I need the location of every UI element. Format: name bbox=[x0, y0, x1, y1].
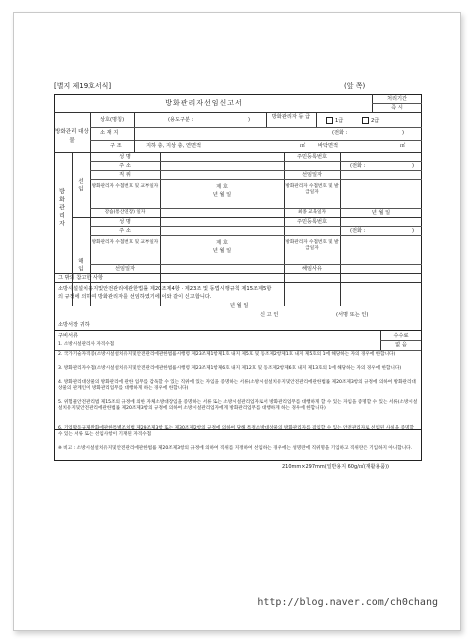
dismissal-reason-label: 해임사유 bbox=[301, 266, 323, 272]
appointee-position-label: 직 위 bbox=[119, 172, 131, 178]
subject-section-label: 방화관리 대상물 bbox=[55, 129, 89, 144]
appointee-issue-date: 년 월 일 bbox=[212, 192, 232, 198]
previous-address-label: 주 소 bbox=[119, 228, 131, 234]
subject-site-area-unit: ㎡ bbox=[400, 143, 406, 149]
declaration-line-2: 의 규정에 의하여 방화관리자를 선임하였기에 이와 같이 신고합니다. bbox=[58, 294, 212, 300]
previous-appointment-date-label: 선임일자 bbox=[114, 266, 136, 272]
appointee-phone-close: ) bbox=[412, 163, 415, 169]
grade-2-checkbox[interactable]: 2급 bbox=[362, 117, 379, 125]
appointee-address-label: 주 소 bbox=[119, 163, 131, 169]
attachment-item: 2. 국가기술자격증(소방시설설치유지및안전관리에관한법률시행령 제23조제1항제1호 내지 제5호 및 동조제2항제1호 내지 제5호의 1에 해당하는 자의 경우에 한합니다) bbox=[58, 352, 396, 357]
attachment-note: ※ 비고 : 소방시설설치유지및안전관리에관한법률 제20조제3항의 규정에 의하여 직위를 지정하여 선임하는 경우에는 성명란에 직위명을 기입하고 직위란은 기입하지 아니합니다. bbox=[58, 446, 413, 451]
declaration-line-1: 소방시설설치유지및안전관리에관한법률 제20조제4항 · 제23조 및 동법시행규칙 제15조제5항 bbox=[58, 286, 272, 292]
appointee-number-label: 제 호 bbox=[216, 184, 228, 190]
previous-issue-date: 년 월 일 bbox=[212, 248, 232, 254]
appointee-license-label: 방화관리자 수첩번호 및 발급일자 bbox=[285, 184, 339, 195]
previous-number-label: 제 호 bbox=[216, 240, 228, 246]
grade-1-checkbox[interactable]: 1급 bbox=[326, 117, 343, 125]
previous-qualification-label: 방화관리자 수첩번호 및 교부일자 bbox=[91, 240, 159, 245]
fee-label: 수수료 bbox=[393, 333, 409, 339]
attachment-item: 5. 위험물안전관리법 제15조의 규정에 의한 자체소방대장임을 증명하는 서류 또는 소방시설관리업자로서 방화관리업무를 대행하게 할 수 있는 자임을 증명할 수 있는 서류(소방시설설치유지및안전관리에관한법률 제20조제3항의 규정에 의하여 소방시설관리업자에게 방화관리업무를 대행하게 하는 경우에 한합니다) bbox=[58, 400, 418, 411]
final-training-value: 년 월 일 bbox=[371, 210, 391, 216]
attachment-item: 1. 소방시설관리사 자격수첩 bbox=[58, 342, 115, 347]
appointee-id-label: 주민등록번호 bbox=[296, 154, 328, 160]
attachment-item: 3. 방화관리자수첩(소방시설설치유지및안전관리에관한법률시행령 제23조제1항제6호 내지 제12호 및 동조제2항제6호 내지 제13호의 1에 해당하는 자의 경우에 한합니다) bbox=[58, 366, 402, 371]
appointee-name-label: 성 명 bbox=[119, 154, 131, 160]
subject-category-label: (용도구분 : bbox=[168, 117, 194, 123]
form-number: [별지 제19호서식] bbox=[54, 82, 112, 90]
applicant-label: 신 고 인 bbox=[260, 312, 279, 318]
form-page bbox=[50, 78, 426, 584]
subject-category-close: ) bbox=[248, 117, 251, 123]
subject-area-unit: ㎡ bbox=[300, 143, 306, 149]
subject-phone-label: (전화 : bbox=[332, 130, 348, 136]
attachment-item: 4. 방화관리대상물의 방화관리에 관한 업무를 감독할 수 있는 직위에 있는 자임을 증명하는 서류(소방시설설치유지및안전관리에관한법률 제20조제3항의 규정에 의하여 방화관리대상물의 관계인이 방화관리업무를 대행하게 하는 경우에 한합니다) bbox=[58, 380, 416, 391]
subject-phone-close: ) bbox=[402, 130, 405, 136]
attachments-box bbox=[54, 330, 422, 461]
attachment-item: 6. 기업활동규제완화에관한특별조치법 제29조제3항 또는 제30조제2항의 규정에 의하여 당해 특정소방대상물의 방화관리자를 겸임할 수 있는 안전관리자로 선임된 사실을 증명할 수 있는 서류 또는 선임사항이 기재된 자격수첩 bbox=[58, 426, 414, 437]
appointee-qualification-label: 방화관리자 수첩번호 및 교부일자 bbox=[91, 184, 159, 189]
subject-structure-label: 구 조 bbox=[110, 143, 122, 149]
form-title: 방화관리자선임신고서 bbox=[165, 99, 243, 107]
appointee-label: 선임 bbox=[76, 178, 83, 193]
subject-location-label: 소 재 지 bbox=[100, 130, 119, 136]
previous-license-label: 방화관리자 수첩번호 및 발급일자 bbox=[285, 240, 339, 251]
previous-phone-label: (전화 : bbox=[350, 228, 366, 234]
processing-period-label: 처리기간 bbox=[386, 96, 408, 102]
processing-period-value: 즉 시 bbox=[391, 105, 403, 111]
previous-manager-label: 해임 bbox=[76, 258, 83, 273]
other-notes-label: 그 밖의 참고한 사항 bbox=[58, 275, 104, 281]
blog-watermark: http://blog.naver.com/ch0chang bbox=[257, 597, 438, 608]
declaration-date: 년 월 일 bbox=[230, 303, 249, 309]
subject-floors-text: 지하 층, 지상 층, 연면적 bbox=[146, 143, 201, 149]
checkbox-icon bbox=[362, 117, 369, 124]
paper-size-footer: 210mm×297mm(일반용지 60g/㎡(재활용품)) bbox=[282, 464, 390, 470]
appointee-phone-label: (전화 : bbox=[350, 163, 366, 169]
page-side-label: (앞 쪽) bbox=[344, 82, 366, 90]
attachments-header: 구비서류 bbox=[58, 333, 79, 339]
fee-value: 없 음 bbox=[395, 342, 407, 348]
recipient-label: 소방서장 귀하 bbox=[58, 322, 90, 328]
subject-site-area-label: 바닥면적 bbox=[318, 143, 339, 149]
previous-phone-close: ) bbox=[412, 228, 415, 234]
subject-name-label: 상호(명칭) bbox=[100, 117, 125, 123]
manager-section-label: 방화관리자 bbox=[57, 188, 65, 228]
previous-id-label: 주민등록번호 bbox=[296, 219, 328, 225]
training-date-label: 강습(통산연장) 일자 bbox=[104, 210, 146, 215]
checkbox-icon bbox=[326, 117, 333, 124]
subject-grade-label: 방화관리자 등 급 bbox=[271, 114, 311, 120]
final-training-label: 최종 교육일자 bbox=[297, 210, 327, 215]
applicant-signature-label: (서명 또는 인) bbox=[336, 312, 369, 318]
previous-name-label: 성 명 bbox=[119, 219, 131, 225]
appointee-date-label: 선임일자 bbox=[301, 172, 323, 178]
